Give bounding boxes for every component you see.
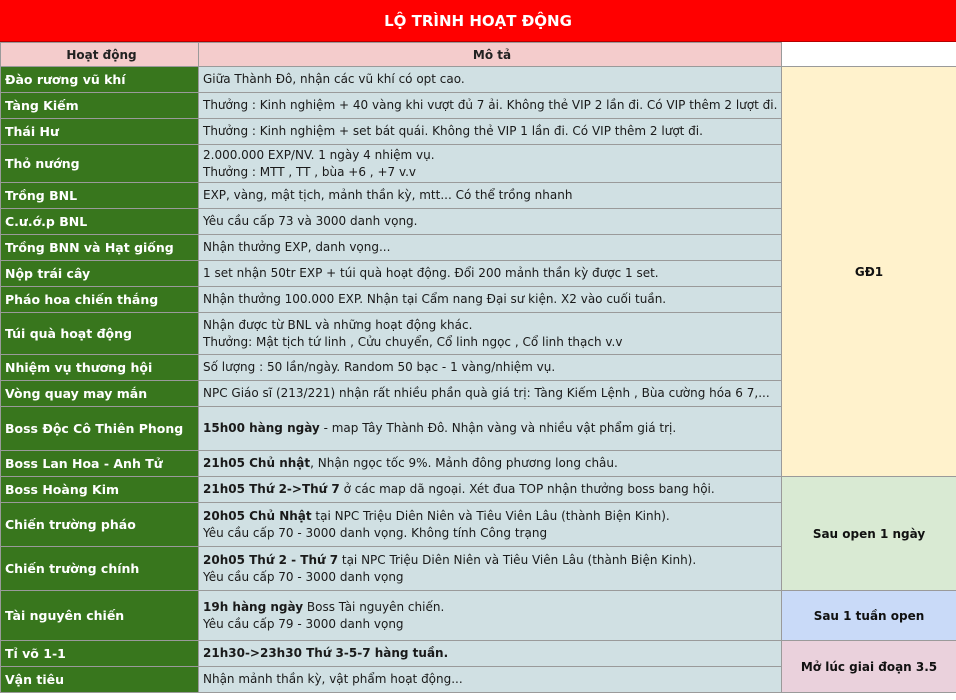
description-line [203, 164, 781, 181]
description-text: EXP, vàng, mật tịch, mảnh thần kỳ, mtt... Có thể trồng nhanh [203, 188, 573, 202]
description-line [203, 569, 781, 586]
table-row [1, 67, 956, 93]
description-line [203, 455, 781, 472]
activity-name-cell: Tài nguyên chiến [1, 591, 199, 641]
activity-name-cell: Túi quà hoạt động [1, 313, 199, 355]
table-row [1, 641, 956, 667]
description-line [203, 213, 781, 230]
description-cell [199, 451, 782, 477]
description-line [203, 147, 781, 164]
description-text: Nhận thưởng EXP, danh vọng... [203, 240, 391, 254]
description-cell [199, 641, 782, 667]
description-text: Yêu cầu cấp 73 và 3000 danh vọng. [203, 214, 418, 228]
activity-name-cell: Chiến trường pháo [1, 503, 199, 547]
header-description: Mô tả [199, 43, 782, 67]
activity-name-cell: Trồng BNN và Hạt giống [1, 235, 199, 261]
description-highlight: 21h30->23h30 Thứ 3-5-7 hàng tuần. [203, 646, 449, 660]
description-line [203, 671, 781, 688]
activity-name-cell: Đào rương vũ khí [1, 67, 199, 93]
description-cell [199, 183, 782, 209]
description-text: NPC Giáo sĩ (213/221) nhận rất nhiều phần quà giá trị: Tàng Kiếm Lệnh , Bùa cường hóa 6 7,... [203, 386, 770, 400]
header-phase-blank [782, 43, 956, 67]
description-text: ở các map dã ngoại. Xét đua TOP nhận thưởng boss bang hội. [339, 482, 715, 496]
activity-name-cell: Boss Hoàng Kim [1, 477, 199, 503]
description-highlight: 15h00 hàng ngày [203, 421, 320, 435]
description-line [203, 645, 781, 662]
activity-name-cell: Pháo hoa chiến thắng [1, 287, 199, 313]
description-line [203, 334, 781, 351]
description-text: Thưởng : Kinh nghiệm + set bát quái. Không thẻ VIP 1 lần đi. Có VIP thêm 2 lượt đi. [203, 124, 703, 138]
description-line [203, 187, 781, 204]
table-row [1, 477, 956, 503]
sheet-title: LỘ TRÌNH HOẠT ĐỘNG [0, 0, 956, 42]
description-cell [199, 67, 782, 93]
description-line [203, 265, 781, 282]
phase-cell: Sau open 1 ngày [782, 477, 956, 591]
description-cell [199, 261, 782, 287]
description-highlight: 20h05 Chủ Nhật [203, 508, 312, 523]
description-text: Thưởng : MTT , TT , bùa +6 , +7 v.v [203, 164, 417, 179]
description-line [203, 359, 781, 376]
phase-cell: GĐ1 [782, 67, 956, 477]
description-text: Boss Tài nguyên chiến. [303, 599, 445, 614]
description-line [203, 97, 781, 114]
activity-name-cell: Trồng BNL [1, 183, 199, 209]
description-text: - map Tây Thành Đô. Nhận vàng và nhiều vật phẩm giá trị. [319, 421, 677, 435]
table-header-row [1, 43, 956, 67]
description-line [203, 291, 781, 308]
description-line [203, 239, 781, 256]
description-cell [199, 667, 782, 693]
activity-name-cell: Tỉ võ 1-1 [1, 641, 199, 667]
description-text: tại NPC Triệu Diên Niên và Tiêu Viên Lâu (thành Biện Kinh). [338, 552, 697, 567]
description-text: Nhận được từ BNL và những hoạt động khác. [203, 317, 473, 332]
description-cell [199, 503, 782, 547]
description-line [203, 481, 781, 498]
description-line [203, 616, 781, 633]
activity-name-cell: Boss Độc Cô Thiên Phong [1, 407, 199, 451]
description-text: Thưởng : Kinh nghiệm + 40 vàng khi vượt đủ 7 ải. Không thẻ VIP 2 lần đi. Có VIP thêm 2 lượt đi. [203, 98, 778, 112]
description-line [203, 508, 781, 525]
description-text: 2.000.000 EXP/NV. 1 ngày 4 nhiệm vụ. [203, 147, 435, 162]
activity-table [0, 42, 956, 693]
description-highlight: 19h hàng ngày [203, 599, 304, 614]
description-cell [199, 145, 782, 183]
activity-name-cell: Nộp trái cây [1, 261, 199, 287]
description-text: Nhận thưởng 100.000 EXP. Nhận tại Cẩm nang Đại sư kiện. X2 vào cuối tuần. [203, 292, 667, 306]
activity-name-cell: Boss Lan Hoa - Anh Tử [1, 451, 199, 477]
description-text: Số lượng : 50 lần/ngày. Random 50 bạc - 1 vàng/nhiệm vụ. [203, 360, 556, 374]
description-cell [199, 313, 782, 355]
description-text: Thưởng: Mật tịch tứ linh , Cửu chuyển, Cổ linh ngọc , Cổ linh thạch v.v [203, 334, 623, 349]
description-cell [199, 209, 782, 235]
phase-cell: Sau 1 tuần open [782, 591, 956, 641]
activity-name-cell: Vận tiêu [1, 667, 199, 693]
activity-name-cell: Nhiệm vụ thương hội [1, 355, 199, 381]
table-row [1, 591, 956, 641]
description-cell [199, 355, 782, 381]
description-line [203, 71, 781, 88]
description-line [203, 552, 781, 569]
activity-name-cell: Thái Hư [1, 119, 199, 145]
activity-name-cell: Chiến trường chính [1, 547, 199, 591]
description-cell [199, 381, 782, 407]
description-line [203, 385, 781, 402]
phase-cell: Mở lúc giai đoạn 3.5 [782, 641, 956, 693]
description-text: Yêu cầu cấp 70 - 3000 danh vọng. Không tính Công trạng [203, 525, 548, 540]
activity-name-cell: Thỏ nướng [1, 145, 199, 183]
description-text: , Nhận ngọc tốc 9%. Mảnh đông phương long châu. [310, 456, 618, 470]
description-highlight: 21h05 Thứ 2->Thứ 7 [203, 482, 340, 496]
description-text: Yêu cầu cấp 70 - 3000 danh vọng [203, 569, 404, 584]
description-cell [199, 407, 782, 451]
description-text: Nhận mảnh thần kỳ, vật phẩm hoạt động... [203, 672, 463, 686]
description-text: 1 set nhận 50tr EXP + túi quà hoạt động. Đổi 200 mảnh thần kỳ được 1 set. [203, 266, 659, 280]
description-highlight: 20h05 Thứ 2 - Thứ 7 [203, 552, 339, 567]
description-cell [199, 93, 782, 119]
header-activity: Hoạt động [1, 43, 199, 67]
description-cell [199, 235, 782, 261]
description-cell [199, 477, 782, 503]
activity-name-cell: Tàng Kiếm [1, 93, 199, 119]
description-cell [199, 591, 782, 641]
description-text: Giữa Thành Đô, nhận các vũ khí có opt cao. [203, 72, 465, 86]
description-cell [199, 287, 782, 313]
description-text: Yêu cầu cấp 79 - 3000 danh vọng [203, 616, 404, 631]
description-cell [199, 119, 782, 145]
description-line [203, 420, 781, 437]
activity-name-cell: Vòng quay may mắn [1, 381, 199, 407]
description-line [203, 599, 781, 616]
description-line [203, 123, 781, 140]
description-highlight: 21h05 Chủ nhật [203, 456, 311, 470]
description-text: tại NPC Triệu Diên Niên và Tiêu Viên Lâu (thành Biện Kinh). [311, 508, 670, 523]
description-cell [199, 547, 782, 591]
description-line [203, 317, 781, 334]
activity-name-cell: C.ư.ớ.p BNL [1, 209, 199, 235]
description-line [203, 525, 781, 542]
